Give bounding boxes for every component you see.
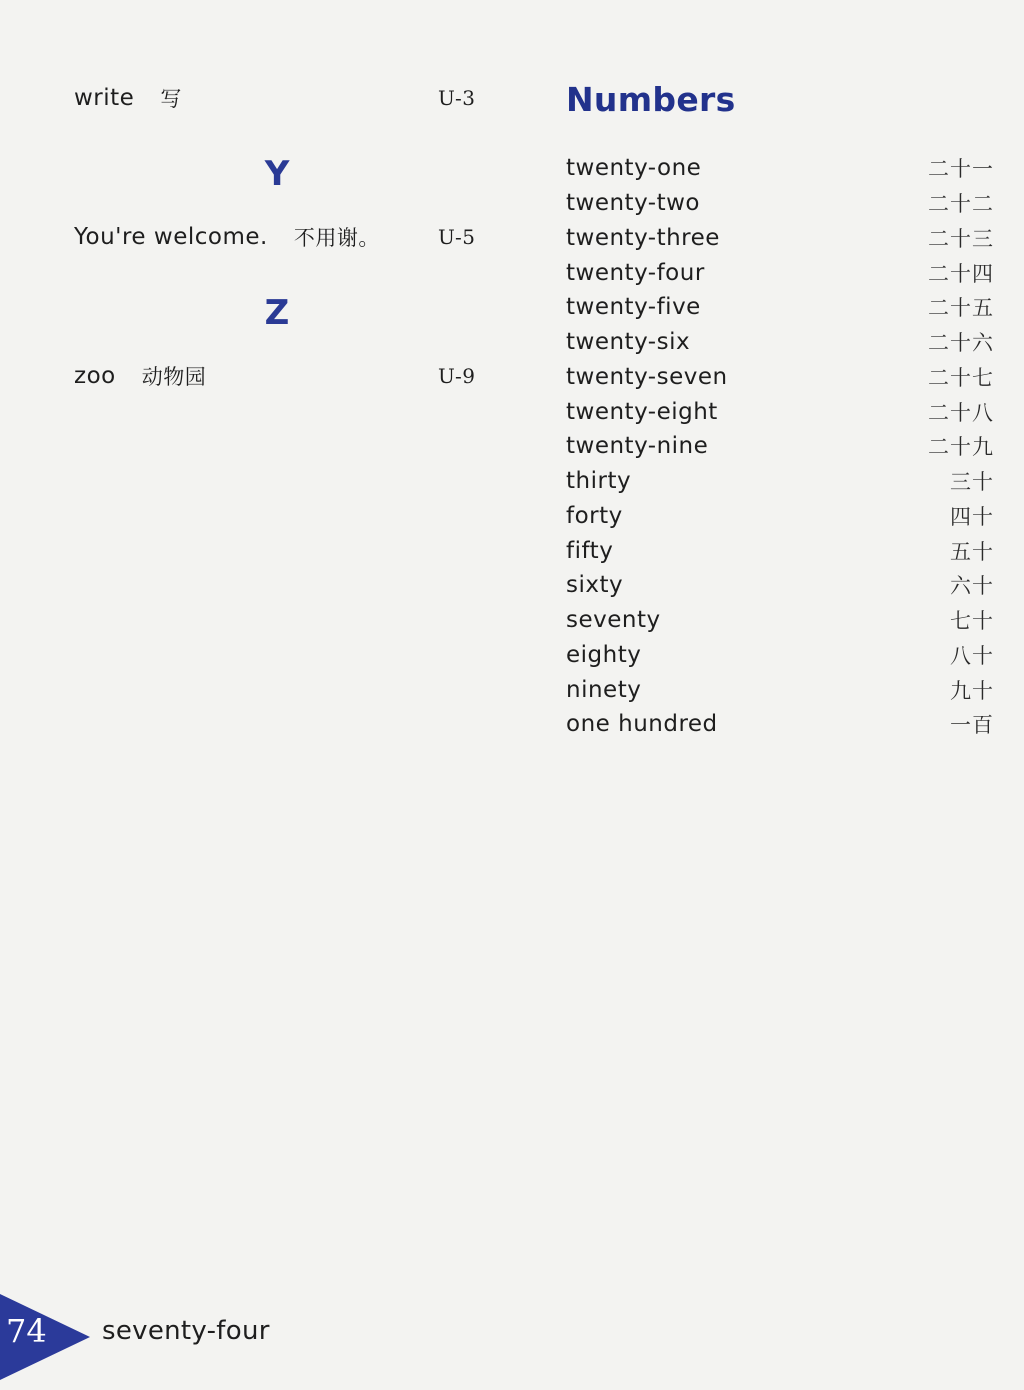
number-item — [566, 707, 996, 742]
number-item — [566, 325, 996, 360]
glossary-column — [74, 0, 494, 1390]
number-chinese: 八十 — [950, 643, 994, 668]
number-chinese: 二十七 — [928, 365, 994, 390]
number-chinese: 六十 — [950, 574, 994, 599]
number-english: twenty-three — [566, 224, 720, 251]
number-english: fifty — [566, 537, 614, 564]
number-chinese: 二十四 — [928, 261, 994, 286]
number-item — [566, 394, 996, 429]
number-english: sixty — [566, 572, 624, 599]
number-english: twenty-seven — [566, 363, 728, 390]
number-item — [566, 255, 996, 290]
entry-unit: U-9 — [438, 364, 476, 388]
letter-heading-y: Y — [264, 154, 290, 194]
entry-word: You're welcome. — [74, 224, 268, 250]
number-item — [566, 464, 996, 499]
number-english: twenty-six — [566, 329, 691, 356]
number-english: ninety — [566, 676, 642, 703]
number-english: eighty — [566, 641, 642, 668]
number-item — [566, 186, 996, 221]
entry-word: write — [74, 85, 135, 111]
glossary-entry-zoo — [74, 356, 480, 396]
number-item — [566, 290, 996, 325]
number-english: twenty-one — [566, 155, 702, 182]
number-item — [566, 638, 996, 673]
numbers-list — [566, 151, 996, 742]
entry-unit: U-5 — [438, 225, 476, 249]
number-english: twenty-eight — [566, 398, 718, 425]
number-chinese: 五十 — [950, 539, 994, 564]
number-item — [566, 499, 996, 534]
number-chinese: 二十九 — [928, 435, 994, 460]
number-english: forty — [566, 502, 623, 529]
number-chinese: 二十五 — [928, 296, 994, 321]
number-english: seventy — [566, 607, 661, 634]
number-chinese: 二十二 — [928, 192, 994, 217]
number-chinese: 一百 — [950, 713, 994, 738]
number-english: twenty-five — [566, 294, 701, 321]
entry-chinese: 不用谢。 — [293, 226, 380, 250]
number-english: twenty-nine — [566, 433, 709, 460]
number-english: thirty — [566, 468, 632, 495]
number-item — [566, 360, 996, 395]
page-number: 74 — [6, 1312, 47, 1350]
glossary-entry-youre-welcome — [74, 217, 480, 257]
number-chinese: 四十 — [950, 504, 994, 529]
entry-chinese: 写 — [160, 87, 182, 111]
number-english: one hundred — [566, 711, 718, 738]
entry-word: zoo — [74, 363, 116, 389]
page-number-words: seventy-four — [102, 1316, 270, 1346]
number-item — [566, 151, 996, 186]
entry-unit: U-3 — [438, 86, 476, 110]
number-chinese: 九十 — [950, 678, 994, 703]
letter-heading-z: Z — [264, 293, 290, 333]
number-chinese: 二十一 — [928, 157, 994, 182]
glossary-entry-write — [74, 78, 480, 118]
number-english: twenty-four — [566, 259, 705, 286]
entry-chinese: 动物园 — [141, 365, 207, 389]
number-item — [566, 603, 996, 638]
number-chinese: 二十三 — [928, 226, 994, 251]
number-english: twenty-two — [566, 190, 700, 217]
number-item — [566, 672, 996, 707]
number-chinese: 二十六 — [928, 331, 994, 356]
numbers-column — [566, 0, 996, 1390]
number-chinese: 七十 — [950, 609, 994, 634]
number-item — [566, 568, 996, 603]
number-chinese: 三十 — [950, 470, 994, 495]
number-item — [566, 221, 996, 256]
number-item — [566, 429, 996, 464]
numbers-title: Numbers — [566, 80, 736, 119]
number-item — [566, 533, 996, 568]
number-chinese: 二十八 — [928, 400, 994, 425]
